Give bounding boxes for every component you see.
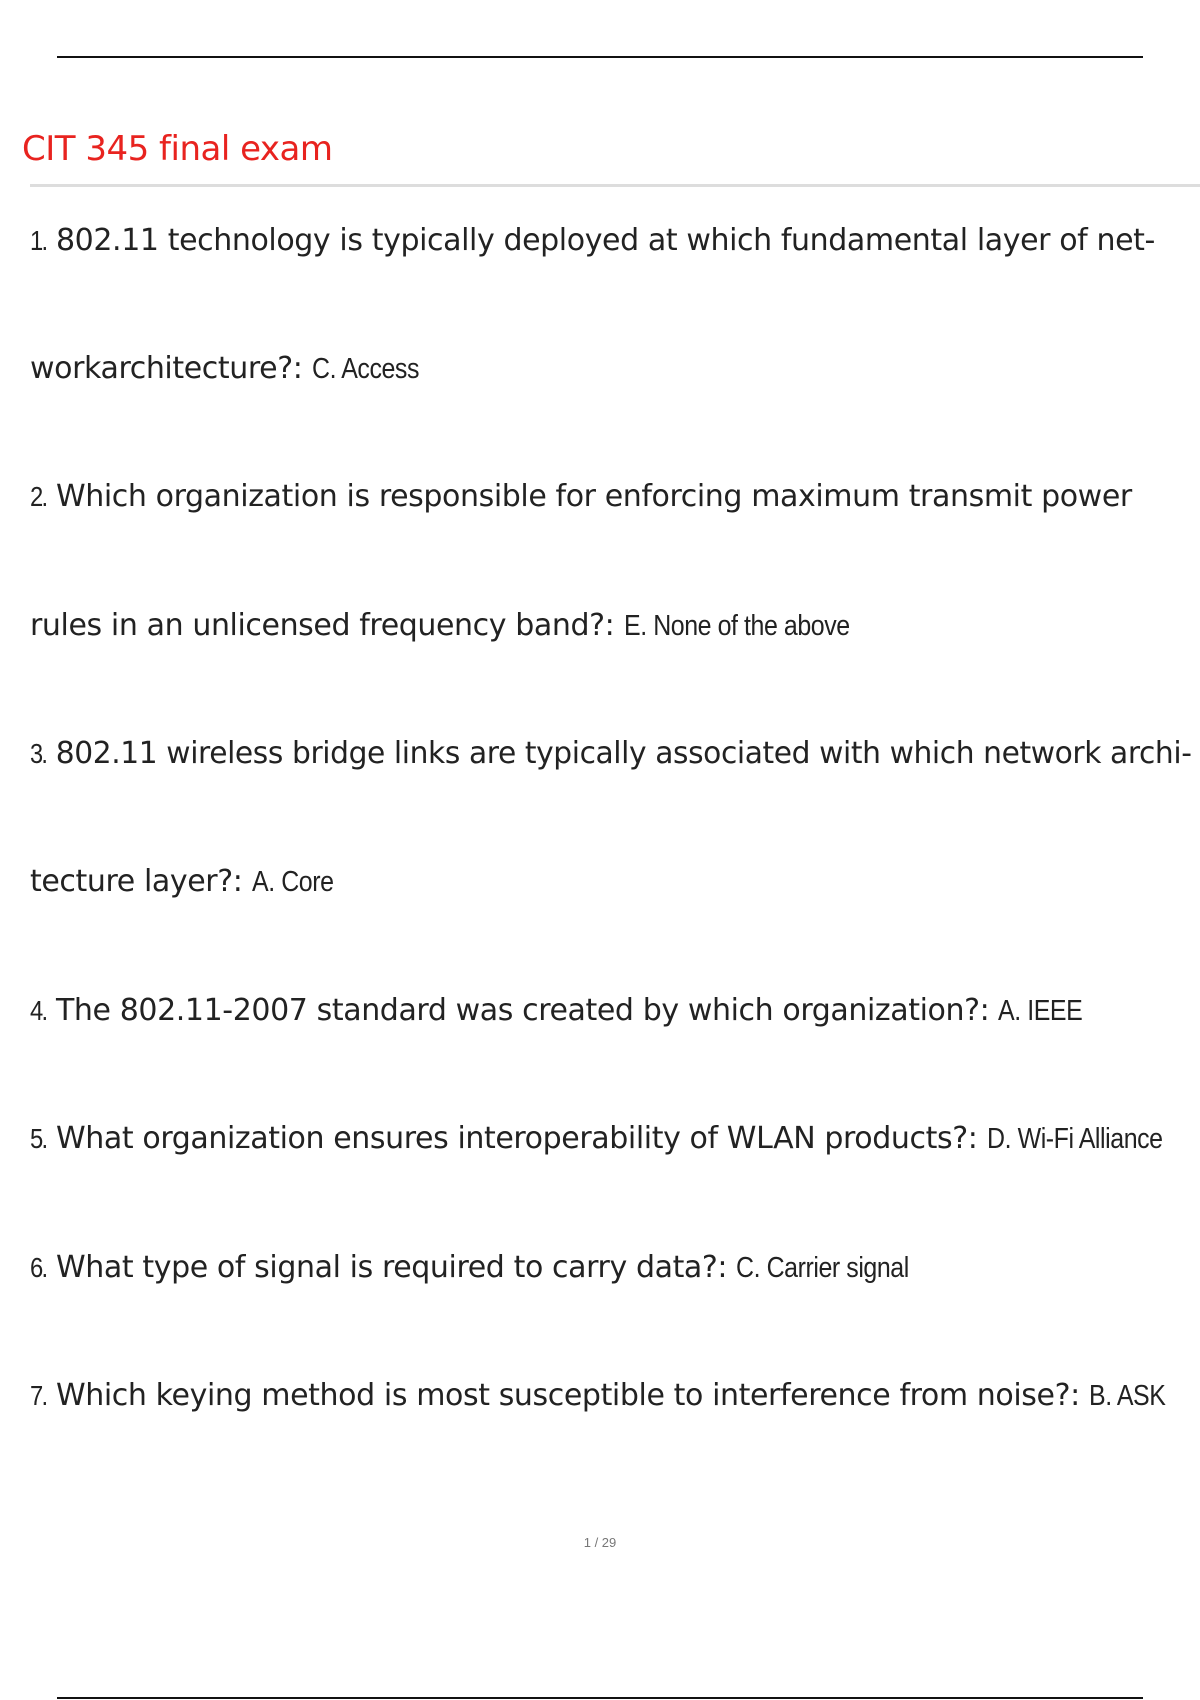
question-2-text-continued: rules in an unlicensed frequency band?: (30, 608, 615, 643)
question-2-number: 2. (30, 481, 47, 512)
question-7-text: Which keying method is most susceptible to interference from noise?: (56, 1378, 1080, 1413)
question-5-text: What organization ensures interoperability of WLAN products?: (56, 1121, 978, 1156)
question-7 (30, 1376, 1178, 1416)
question-6-number: 6. (30, 1252, 47, 1283)
top-rule (57, 56, 1143, 58)
question-2-line-1 (30, 477, 1132, 517)
question-3-line-1 (30, 734, 1192, 774)
question-7-number: 7. (30, 1380, 47, 1411)
question-4 (30, 991, 1097, 1031)
question-5-number: 5. (30, 1123, 47, 1154)
question-1-text-continued: workarchitecture?: (30, 351, 303, 386)
question-2-answer: E. None of the above (623, 610, 850, 642)
question-1-number: 1. (30, 225, 47, 256)
question-1-line-2 (30, 349, 436, 389)
question-6-text: What type of signal is required to carry data?: (56, 1250, 728, 1285)
question-2-text: Which organization is responsible for enforcing maximum transmit power (56, 479, 1132, 514)
question-2-line-2 (30, 606, 886, 646)
question-3-text: 802.11 wireless bridge links are typically associated with which network archi- (55, 736, 1192, 771)
question-4-answer: A. IEEE (998, 995, 1083, 1027)
question-1-answer: C. Access (311, 353, 419, 385)
question-6-answer: C. Carrier signal (736, 1252, 910, 1284)
question-3-number: 3. (30, 738, 47, 769)
bottom-rule (57, 1697, 1143, 1699)
question-4-number: 4. (30, 995, 47, 1026)
question-4-text: The 802.11-2007 standard was created by which organization?: (56, 993, 990, 1028)
question-3-line-2 (30, 862, 346, 902)
question-3-answer: A. Core (251, 866, 334, 898)
question-5-answer: D. Wi-Fi Alliance (986, 1123, 1163, 1155)
question-5 (30, 1119, 1191, 1159)
question-1-line-1 (30, 221, 1155, 261)
question-1-text: 802.11 technology is typically deployed at which fundamental layer of net- (56, 223, 1155, 258)
question-3-text-continued: tecture layer?: (30, 864, 243, 899)
page-title: CIT 345 final exam (22, 129, 333, 169)
question-7-answer: B. ASK (1088, 1380, 1166, 1412)
question-6 (30, 1248, 937, 1288)
title-divider (30, 184, 1200, 187)
page-indicator: 1 / 29 (583, 1535, 617, 1550)
